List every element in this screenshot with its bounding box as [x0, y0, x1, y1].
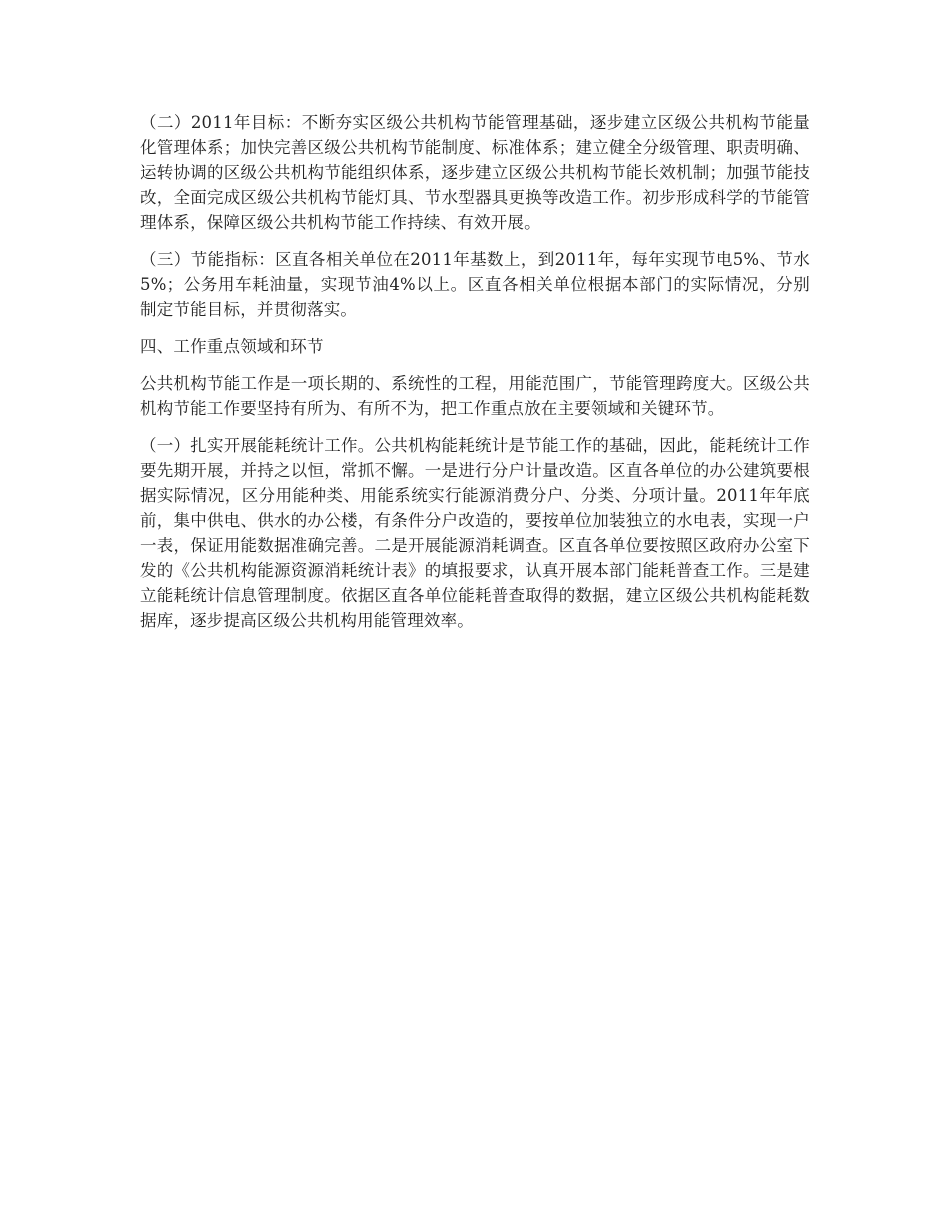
document-body: [140, 110, 810, 645]
paragraph-energy-statistics: （一）扎实开展能耗统计工作。公共机构能耗统计是节能工作的基础，因此，能耗统计工作要先期开展，并持之以恒，常抓不懈。一是进行分户计量改造。区直各单位的办公建筑要根据实际情况，区分用能种类、用能系统实行能源消费分户、分类、分项计量。2011年年底前，集中供电、供水的办公楼，有条件分户改造的，要按单位加装独立的水电表，实现一户一表，保证用能数据准确完善。二是开展能源消耗调查。区直各单位要按照区政府办公室下发的《公共机构能源资源消耗统计表》的填报要求，认真开展本部门能耗普查工作。三是建立能耗统计信息管理制度。依据区直各单位能耗普查取得的数据，建立区级公共机构能耗数据库，逐步提高区级公共机构用能管理效率。: [140, 436, 810, 630]
paragraph-energy-indicators: （三）节能指标：区直各相关单位在2011年基数上，到2011年，每年实现节电5%、节水5%；公务用车耗油量，实现节油4%以上。区直各相关单位根据本部门的实际情况，分别制定节能目标，并贯彻落实。: [140, 250, 810, 319]
paragraph-key-areas-intro: 公共机构节能工作是一项长期的、系统性的工程，用能范围广，节能管理跨度大。区级公共机构节能工作要坚持有所为、有所不为，把工作重点放在主要领域和关键环节。: [140, 374, 810, 418]
section-heading-key-areas: 四、工作重点领域和环节: [140, 337, 324, 356]
paragraph-2011-goals: （二）2011年目标：不断夯实区级公共机构节能管理基础，逐步建立区级公共机构节能量化管理体系；加快完善区级公共机构节能制度、标准体系；建立健全分级管理、职责明确、运转协调的区级公共机构节能组织体系，逐步建立区级公共机构节能长效机制；加强节能技改，全面完成区级公共机构节能灯具、节水型器具更换等改造工作。初步形成科学的节能管理体系，保障区级公共机构节能工作持续、有效开展。: [140, 113, 810, 232]
